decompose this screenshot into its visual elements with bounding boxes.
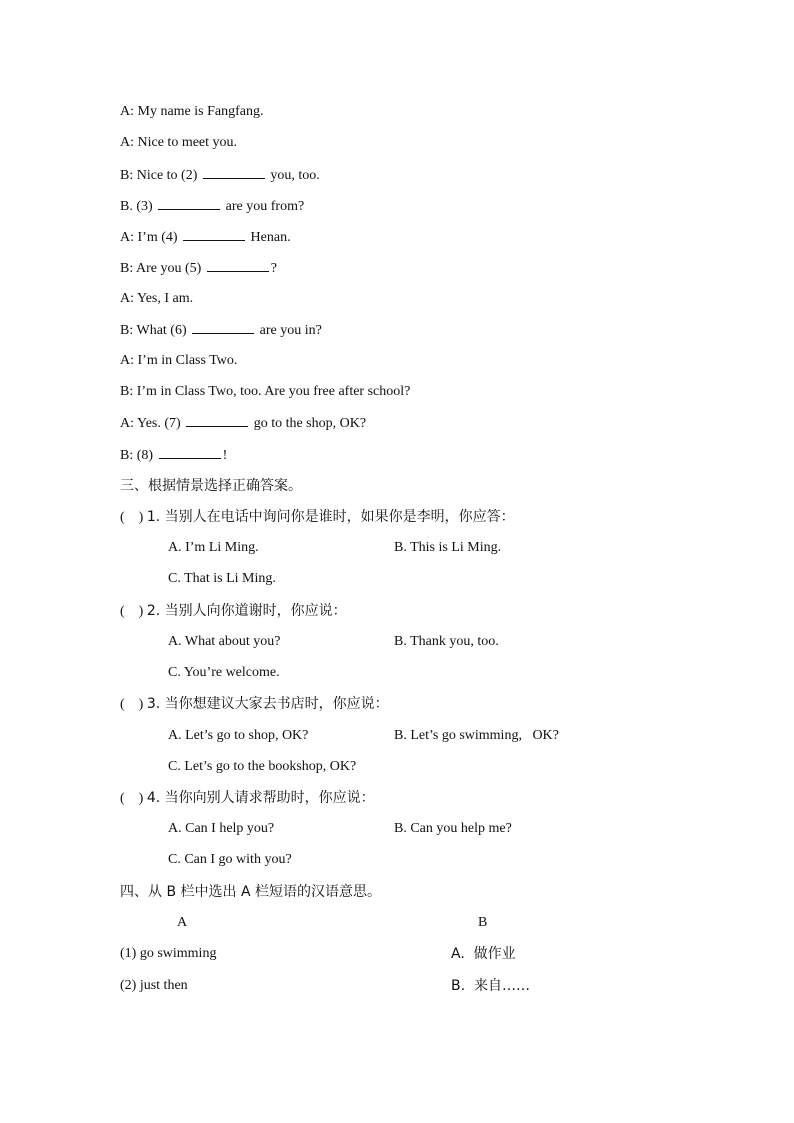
dialogue-line-2: A: Nice to meet you. [120, 135, 238, 150]
dialogue-line-1: A: My name is Fangfang. [120, 104, 264, 119]
answer-blank[interactable] [158, 197, 220, 210]
answer-blank[interactable] [203, 166, 265, 179]
phrase-a-2: (2) just then [120, 978, 188, 993]
question-1: ( ) 1. 当别人在电话中询问你是谁时，如果你是李明，你应答： [120, 509, 515, 525]
answer-blank[interactable] [207, 259, 269, 272]
answer-paren[interactable]: ( ) [120, 697, 144, 712]
section-3-title: 三、根据情景选择正确答案。 [120, 478, 302, 494]
answer-blank[interactable] [186, 414, 248, 427]
q1-option-c: C. That is Li Ming. [168, 571, 276, 586]
answer-blank[interactable] [159, 446, 221, 459]
dialogue-line-5: A: I’m (4) Henan. [120, 230, 291, 245]
q1-option-b: B. This is Li Ming. [394, 540, 502, 555]
dialogue-line-4: B. (3) are you from? [120, 199, 305, 214]
q2-option-c: C. You’re welcome. [168, 665, 280, 680]
q4-option-b: B. Can you help me? [394, 821, 512, 836]
q1-option-a: A. I’m Li Ming. [168, 540, 259, 555]
answer-blank[interactable] [192, 321, 254, 334]
dialogue-line-12: B: (8) ! [120, 448, 228, 463]
dialogue-line-10: B: I’m in Class Two, too. Are you free after school? [120, 384, 411, 399]
meaning-b-1: A. 做作业 [451, 946, 516, 962]
q4-option-c: C. Can I go with you? [168, 852, 292, 867]
column-a-header: A [177, 915, 188, 930]
dialogue-line-11: A: Yes. (7) go to the shop, OK? [120, 416, 367, 431]
dialogue-line-9: A: I’m in Class Two. [120, 353, 238, 368]
answer-paren[interactable]: ( ) [120, 604, 144, 619]
dialogue-line-3: B: Nice to (2) you, too. [120, 168, 320, 183]
answer-blank[interactable] [183, 228, 245, 241]
dialogue-line-7: A: Yes, I am. [120, 291, 194, 306]
column-b-header: B [478, 915, 488, 930]
q2-option-b: B. Thank you, too. [394, 634, 499, 649]
question-4: ( ) 4. 当你向别人请求帮助时，你应说： [120, 790, 375, 806]
answer-paren[interactable]: ( ) [120, 791, 144, 806]
section-4-title: 四、从 B 栏中选出 A 栏短语的汉语意思。 [120, 884, 381, 900]
question-2: ( ) 2. 当别人向你道谢时，你应说： [120, 603, 347, 619]
q4-option-a: A. Can I help you? [168, 821, 275, 836]
phrase-a-1: (1) go swimming [120, 946, 217, 961]
meaning-b-2: B. 来自…… [451, 978, 530, 994]
q3-option-b: B. Let’s go swimming, OK? [394, 728, 559, 743]
dialogue-line-8: B: What (6) are you in? [120, 323, 322, 338]
q3-option-a: A. Let’s go to shop, OK? [168, 728, 309, 743]
dialogue-line-6: B: Are you (5) ? [120, 261, 277, 276]
q3-option-c: C. Let’s go to the bookshop, OK? [168, 759, 357, 774]
question-3: ( ) 3. 当你想建议大家去书店时，你应说： [120, 696, 389, 712]
answer-paren[interactable]: ( ) [120, 510, 144, 525]
q2-option-a: A. What about you? [168, 634, 281, 649]
